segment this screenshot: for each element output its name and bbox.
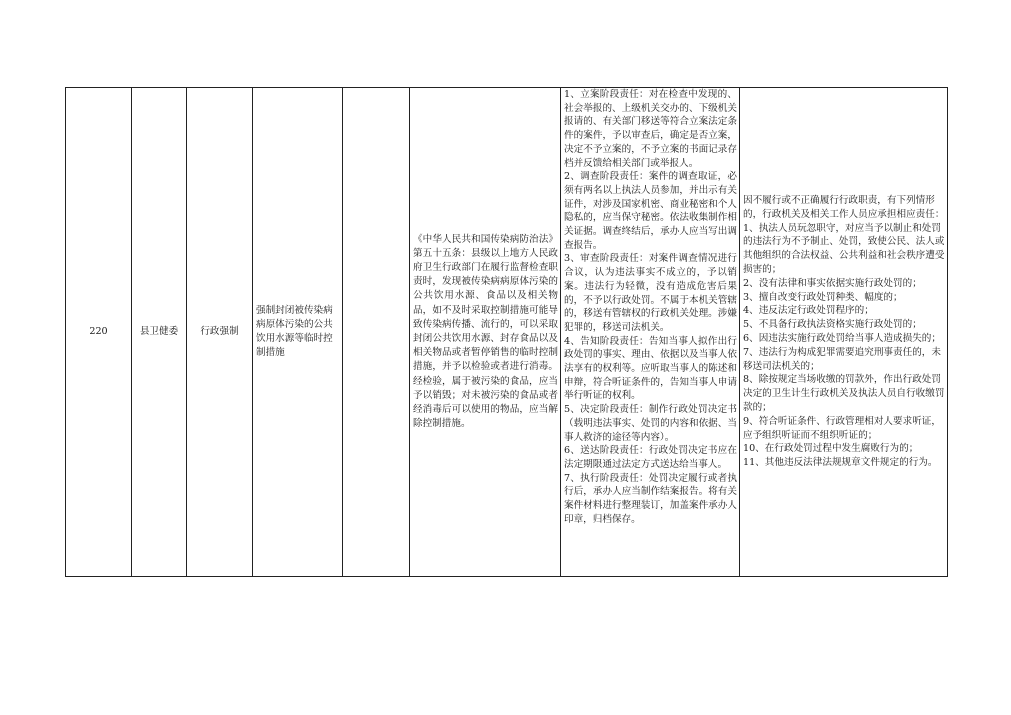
legal-basis-cell xyxy=(410,88,561,577)
sub-item-cell xyxy=(343,88,410,577)
item-name: 强制封闭被传染病病原体污染的公共饮用水源等临时控制措施 xyxy=(256,305,333,358)
liability-list xyxy=(740,194,947,470)
liability-item: 1、执法人员玩忽职守，对应当予以制止和处罚的违法行为不予制止、处罚，致使公民、法人或其他组织的合法权益、公共利益和社会秩序遭受损害的； xyxy=(743,222,945,276)
liability-item: 7、违法行为构成犯罪需要追究刑事责任的，未移送司法机关的； xyxy=(743,346,941,372)
liability-item: 8、除按规定当场收缴的罚款外，作出行政处罚决定的卫生计生行政机关及执法人员自行收缴罚款的； xyxy=(743,374,945,413)
duty-item: 3、审查阶段责任：对案件调查情况进行合议，认为违法事实不成立的，予以销案。违法行为轻微，没有造成危害后果的，不予以行政处罚。不属于本机关管辖的，移送有管辖权的行政机关处理。涉嫌犯罪的，移送司法机关。 xyxy=(564,253,737,333)
power-category: 行政强制 xyxy=(200,326,239,337)
liability-item: 因不履行或不正确履行行政职责，有下列情形的，行政机关及相关工作人员应承担相应责任： xyxy=(743,195,945,220)
liability-item: 11、其他违反法律法规规章文件规定的行为。 xyxy=(743,457,938,469)
liability-item: 3、擅自改变行政处罚种类、幅度的； xyxy=(743,291,903,303)
legal-basis-text: 《中华人民共和国传染病防治法》第五十五条：县级以上地方人民政府卫生行政部门在履行监督检查职责时，发现被传染病病原体污染的公共饮用水源、食品以及相关物品，如不及时采取控制措施可能导致传染病传播、流行的，可以采取封闭公共饮用水源、封存食品以及相关物品或者暂停销售的临时控制措施，并予以检验或者进行消毒。经检验，属于被污染的食品，应当予以销毁；对未被污染的食品或者经消毒后可以使用的物品，应当解除控制措施。 xyxy=(413,233,558,430)
duty-item: 5、决定阶段责任：制作行政处罚决定书（载明违法事实、处罚的内容和依据、当事人救济的途径等内容）。 xyxy=(564,404,737,443)
liability-item: 2、没有法律和事实依据实施行政处罚的； xyxy=(743,277,922,289)
duty-item: 4、告知阶段责任：告知当事人拟作出行政处罚的事实、理由、依据以及当事人依法享有的权利等。应听取当事人的陈述和申辩，符合听证条件的，告知当事人申请举行听证的权利。 xyxy=(564,335,737,402)
duty-cell xyxy=(561,88,740,577)
row-number-cell xyxy=(66,88,132,577)
liability-item: 10、在行政处罚过程中发生腐败行为的； xyxy=(743,443,919,455)
table-row xyxy=(66,88,948,577)
liability-item: 4、违反法定行政处罚程序的； xyxy=(743,305,874,317)
liability-item: 6、因违法实施行政处罚给当事人造成损失的； xyxy=(743,333,941,344)
duty-item: 6、送达阶段责任：行政处罚决定书应在法定期限通过法定方式送达给当事人。 xyxy=(564,445,737,470)
department-name: 县卫健委 xyxy=(139,326,179,337)
duty-item: 7、执行阶段责任：处罚决定履行或者执行后，承办人应当制作结案报告。将有关案件材料进行整理装订，加盖案件承办人印章，归档保存。 xyxy=(564,472,737,525)
row-number: 220 xyxy=(89,326,108,337)
item-name-cell xyxy=(253,88,343,577)
liability-cell xyxy=(740,88,948,577)
liability-item: 9、符合听证条件、行政管理相对人要求听证，应予组织听证而不组织听证的； xyxy=(743,415,941,441)
duty-list xyxy=(561,88,739,527)
department-cell xyxy=(132,88,187,577)
duty-item: 2、调查阶段责任：案件的调查取证，必须有两名以上执法人员参加，并出示有关证件，对涉及国家机密、商业秘密和个人隐私的，应当保守秘密。依法收集制作相关证据。调查终结后，承办人应当写出调查报告。 xyxy=(564,171,737,251)
liability-item: 5、不具备行政执法资格实施行政处罚的； xyxy=(743,319,922,331)
power-list-table xyxy=(65,87,948,577)
category-cell xyxy=(187,88,253,577)
duty-item: 1、立案阶段责任：对在检查中发现的、社会举报的、上级机关交办的、下级机关报请的、有关部门移送等符合立案法定条件的案件，予以审查后，确定是否立案，决定不予立案的，不予立案的书面记录存档并反馈给相关部门或举报人。 xyxy=(564,89,737,169)
